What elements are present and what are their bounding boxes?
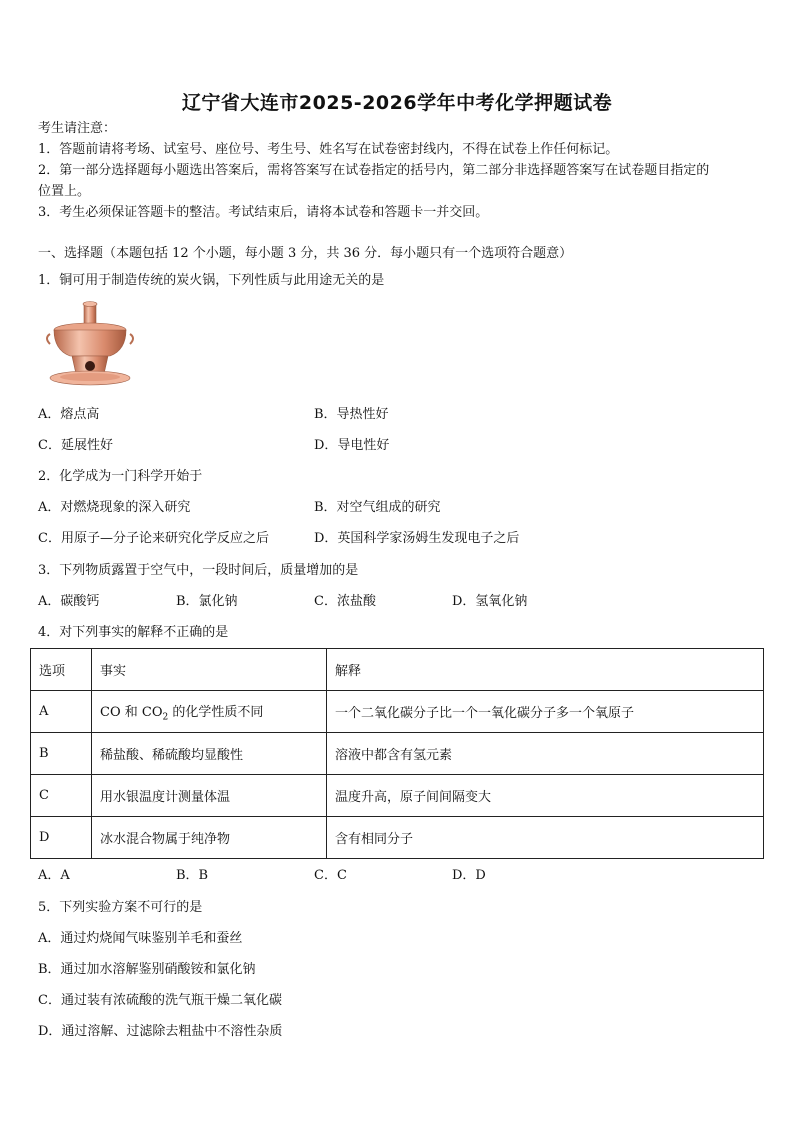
question-2-stem: 2．化学成为一门科学开始于 xyxy=(38,469,203,484)
question-1-stem: 1．铜可用于制造传统的炭火锅，下列性质与此用途无关的是 xyxy=(38,273,385,288)
q4-table xyxy=(30,648,764,859)
row-option: C xyxy=(31,775,92,817)
table-row xyxy=(31,817,764,859)
table-header-reason: 解释 xyxy=(327,649,764,691)
q5-option-d: D．通过溶解、过滤除去粗盐中不溶性杂质 xyxy=(38,1024,283,1039)
q4-option-c: C．C xyxy=(314,868,347,883)
notice-item-1: 1．答题前请将考场、试室号、座位号、考生号、姓名写在试卷密封线内，不得在试卷上作任何标记。 xyxy=(38,142,619,157)
copper-hotpot-image xyxy=(40,298,140,390)
table-header-row xyxy=(31,649,764,691)
notice-item-3: 3．考生必须保证答题卡的整洁。考试结束后，请将本试卷和答题卡一并交回。 xyxy=(38,205,489,220)
q2-option-b: B．对空气组成的研究 xyxy=(314,500,441,515)
row-fact: 冰水混合物属于纯净物 xyxy=(92,817,327,859)
q3-option-a: A．碳酸钙 xyxy=(38,594,100,609)
q5-option-a: A．通过灼烧闻气味鉴别羊毛和蚕丝 xyxy=(38,931,243,946)
q3-option-c: C．浓盐酸 xyxy=(314,594,376,609)
q2-option-d: D．英国科学家汤姆生发现电子之后 xyxy=(314,531,520,546)
row-reason: 一个二氧化碳分子比一个一氧化碳分子多一个氧原子 xyxy=(327,691,764,733)
page-title: 辽宁省大连市2025-2026学年中考化学押题试卷 xyxy=(181,92,613,114)
q4-option-b: B．B xyxy=(176,868,209,883)
table-row xyxy=(31,691,764,733)
row-reason: 溶液中都含有氢元素 xyxy=(327,733,764,775)
row-reason: 温度升高，原子间间隔变大 xyxy=(327,775,764,817)
q1-option-b: B．导热性好 xyxy=(314,407,389,422)
question-4-stem: 4．对下列事实的解释不正确的是 xyxy=(38,625,229,640)
table-header-fact: 事实 xyxy=(92,649,327,691)
row-option: A xyxy=(31,691,92,733)
table-header-option: 选项 xyxy=(31,649,92,691)
row-fact: 稀盐酸、稀硫酸均显酸性 xyxy=(92,733,327,775)
q1-option-d: D．导电性好 xyxy=(314,438,390,453)
q2-option-a: A．对燃烧现象的深入研究 xyxy=(38,500,191,515)
question-3-stem: 3．下列物质露置于空气中，一段时间后，质量增加的是 xyxy=(38,563,359,578)
fact-text-cont: 的化学性质不同 xyxy=(168,704,264,720)
section-heading: 一、选择题（本题包括 12 个小题，每小题 3 分，共 36 分．每小题只有一个选项符合题意） xyxy=(38,246,573,261)
notice-item-2: 2．第一部分选择题每小题选出答案后，需将答案写在试卷指定的括号内，第二部分非选择题答案写在试卷题目指定的 xyxy=(38,163,710,178)
q4-option-d: D．D xyxy=(452,868,486,883)
table-row xyxy=(31,775,764,817)
row-option: B xyxy=(31,733,92,775)
row-reason: 含有相同分子 xyxy=(327,817,764,859)
q5-option-b: B．通过加水溶解鉴别硝酸铵和氯化钠 xyxy=(38,962,256,977)
q1-option-c: C．延展性好 xyxy=(38,438,113,453)
notice-heading: 考生请注意： xyxy=(38,121,117,136)
q2-option-c: C．用原子—分子论来研究化学反应之后 xyxy=(38,531,269,546)
q5-option-c: C．通过装有浓硫酸的洗气瓶干燥二氧化碳 xyxy=(38,993,282,1008)
row-fact xyxy=(92,691,327,733)
question-5-stem: 5．下列实验方案不可行的是 xyxy=(38,900,203,915)
q1-option-a: A．熔点高 xyxy=(38,407,100,422)
row-option: D xyxy=(31,817,92,859)
notice-item-2-cont: 位置上。 xyxy=(38,184,91,199)
q4-option-a: A．A xyxy=(38,868,70,883)
subscript: 2 xyxy=(162,712,169,723)
fact-text: CO 和 CO xyxy=(100,704,163,720)
q3-option-d: D．氢氧化钠 xyxy=(452,594,528,609)
row-fact: 用水银温度计测量体温 xyxy=(92,775,327,817)
q3-option-b: B．氯化钠 xyxy=(176,594,238,609)
table-row xyxy=(31,733,764,775)
